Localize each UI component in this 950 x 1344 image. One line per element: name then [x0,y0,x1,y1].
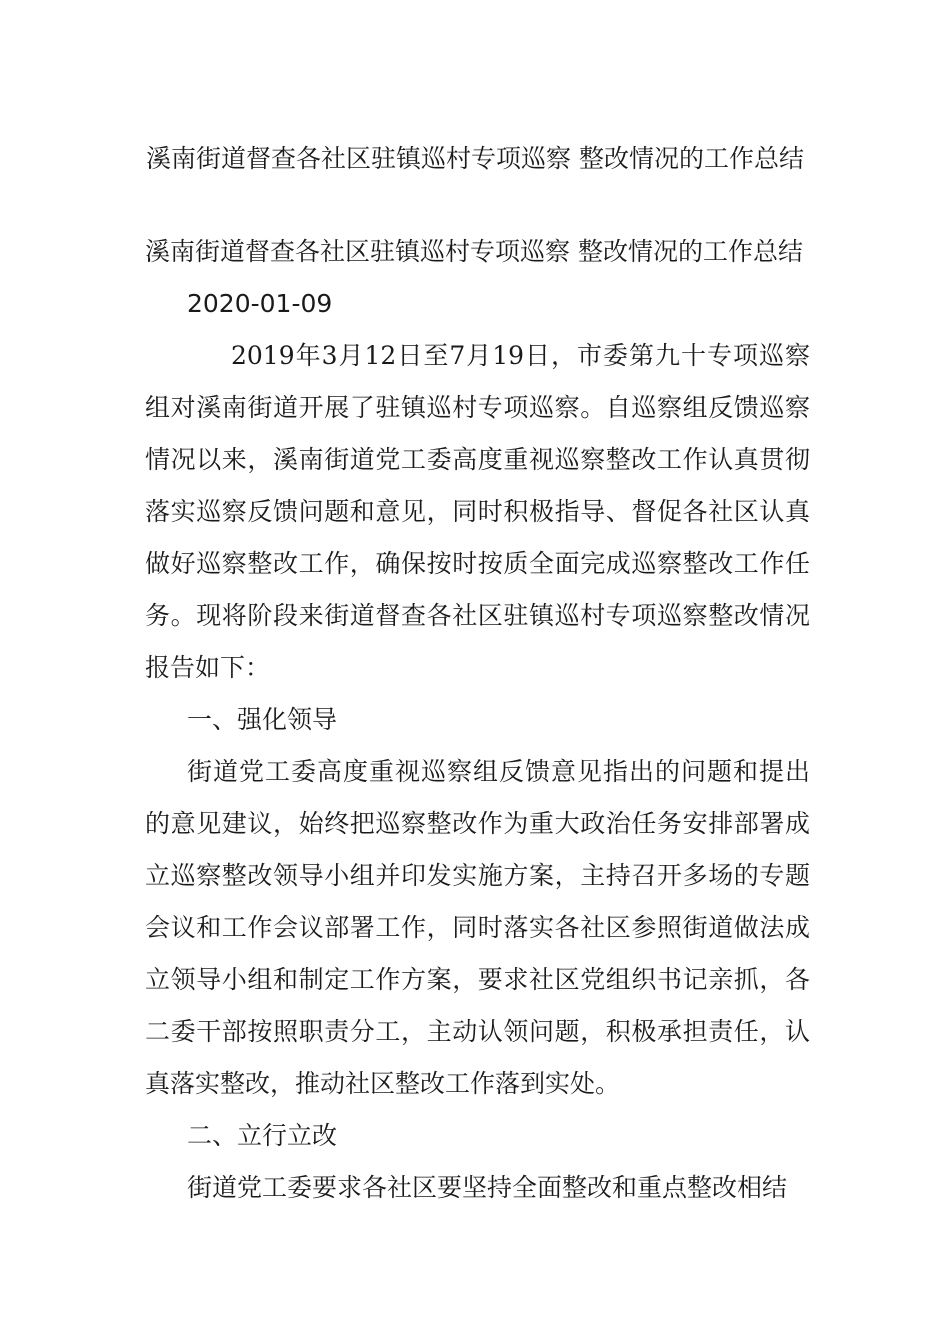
document-body [145,226,810,1214]
document-subtitle: 溪南街道督查各社区驻镇巡村专项巡察 整改情况的工作总结 [145,237,803,266]
document-title: 溪南街道督查各社区驻镇巡村专项巡察 整改情况的工作总结 [146,144,804,173]
section-heading-1: 一、强化领导 [187,705,338,734]
section-heading-2: 二、立行立改 [187,1121,338,1150]
section-paragraph-1: 街道党工委高度重视巡察组反馈意见指出的问题和提出的意见建议，始终把巡察整改作为重大政治任务安排部署成立巡察整改领导小组并印发实施方案，主持召开多场的专题会议和工作会议部署工作，同时落实各社区参照街道做法成立领导小组和制定工作方案，要求社区党组织书记亲抓，各二委干部按照职责分工，主动认领问题，积极承担责任，认真落实整改，推动社区整改工作落到实处。 [145,757,810,1098]
intro-paragraph: 2019年3月12日至7月19日，市委第九十专项巡察组对溪南街道开展了驻镇巡村专项巡察。自巡察组反馈巡察情况以来，溪南街道党工委高度重视巡察整改工作认真贯彻落实巡察反馈问题和意见，同时积极指导、督促各社区认真做好巡察整改工作，确保按时按质全面完成巡察整改工作任务。现将阶段来街道督查各社区驻镇巡村专项巡察整改情况报告如下： [145,341,810,682]
section-paragraph-2: 街道党工委要求各社区要坚持全面整改和重点整改相结 [187,1173,788,1202]
document-date: 2020-01-09 [187,289,333,318]
